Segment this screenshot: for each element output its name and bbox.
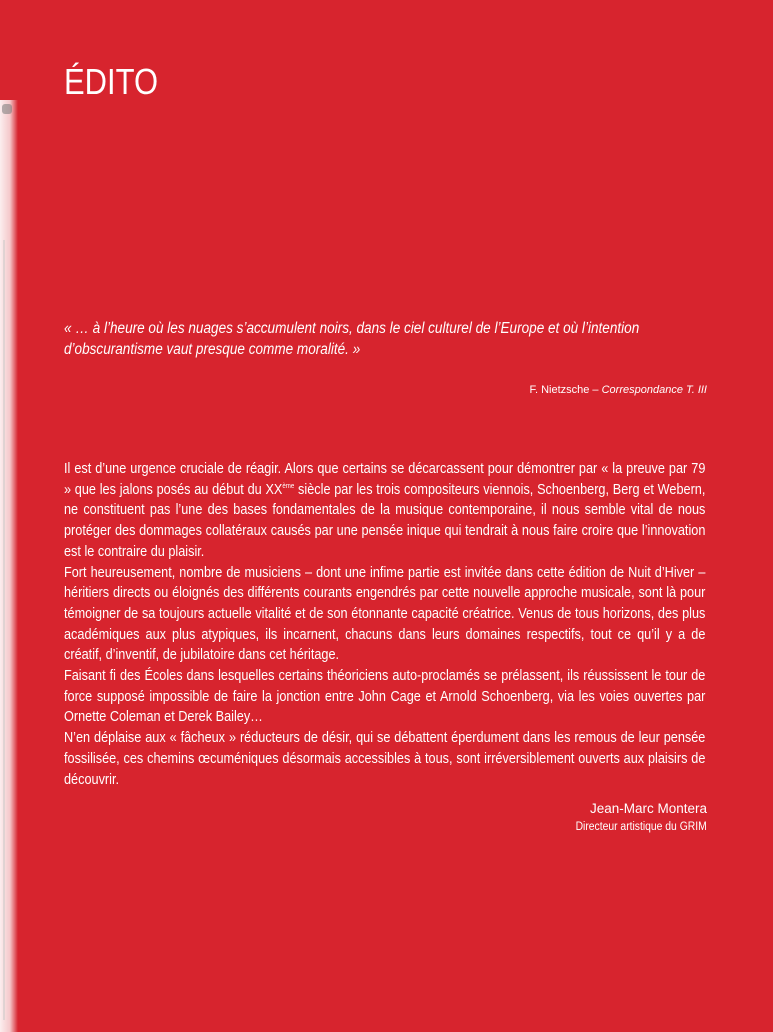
paragraph-1 xyxy=(64,459,705,563)
signature-role: Directeur artistique du GRIM xyxy=(575,821,707,833)
decorative-edge-strip xyxy=(0,100,18,1032)
signature-block xyxy=(561,799,707,835)
paragraph-4: N’en déplaise aux « fâcheux » réducteurs de désir, qui se débattent éperdument dans les remous de leur pensée fossilisée, ces chemins œcuméniques désormais accessibles à tous, sont irréversiblement ouverts aux plaisirs de découvrir. xyxy=(64,730,706,788)
epigraph-quote xyxy=(64,318,712,360)
quote-attribution xyxy=(529,383,707,397)
quote-line-2: d’obscurantisme vaut presque comme moralité. » xyxy=(64,341,361,358)
quote-line-1: « … à l’heure où les nuages s’accumulent noirs, dans le ciel culturel de l’Europe et où l’intention xyxy=(64,320,640,337)
paragraph-1-text-b: siècle par les trois compositeurs viennois, Schoenberg, Berg et Webern, ne constituent pas l’une des bases fondamentales de la musique contemporaine, il nous semble vital de nous protéger des dommages collatéraux causés par une pensée inique qui tendrait à nous faire croire que l’innovation est le contraire du plaisir. xyxy=(64,481,706,560)
century-superscript: ème xyxy=(282,482,295,490)
signature-name: Jean-Marc Montera xyxy=(589,801,707,816)
paragraph-2: Fort heureusement, nombre de musiciens – dont une infime partie est invitée dans cette édition de Nuit d’Hiver – héritiers directs ou éloignés des différents courants engendrés par cette nouvelle approche musicale, sont là pour témoigner de sa toujours actuelle vitalité et de son étonnante capacité créatrice. Venus de tous horizons, des plus académiques aux plus atypiques, ils incarnent, chacuns dans leurs domaines respectifs, tout ce qu’il y a de créatif, d’inventif, de jubilatoire dans cet héritage. xyxy=(64,564,706,664)
page-title: ÉDITO xyxy=(64,61,159,102)
editorial-body xyxy=(64,459,705,790)
paragraph-1-text-a: Il est d’une urgence cruciale de réagir. Alors que certains se décarcassent pour démontrer par « la preuve par 79 » que les jalons posés au début du XX xyxy=(64,461,706,498)
attribution-work: Correspondance T. III xyxy=(601,384,707,396)
attribution-author: F. Nietzsche – xyxy=(529,384,602,396)
paragraph-3: Faisant fi des Écoles dans lesquelles certains théoriciens auto-proclamés se prélassent, ils réussissent le tour de force supposé impossible de faire la jonction entre John Cage et Arnold Schoenberg, via les voies ouvertes par Ornette Coleman et Derek Bailey… xyxy=(64,668,706,726)
